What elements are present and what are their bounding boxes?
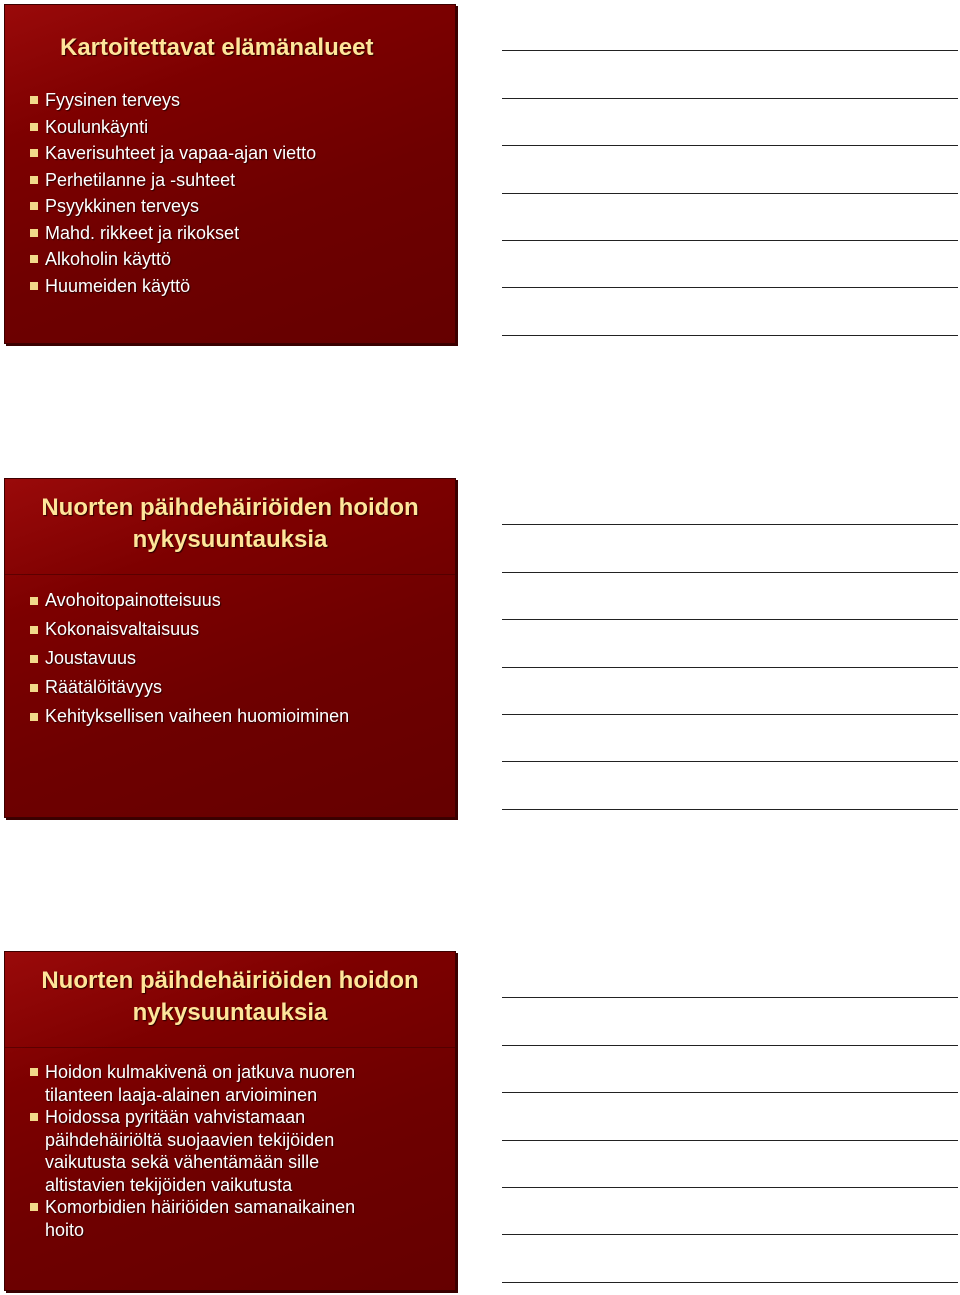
note-line <box>502 620 958 667</box>
bullet-item: Psyykkinen terveys <box>30 193 444 220</box>
slide-3-title <box>4 965 456 1029</box>
note-line <box>502 99 958 146</box>
slide-2-title <box>4 492 456 556</box>
bullet-line: päihdehäiriöltä suojaavien tekijöiden <box>45 1129 335 1150</box>
note-line <box>502 146 958 193</box>
slide-1-bullets <box>30 87 444 299</box>
notes-lines-1 <box>502 4 958 336</box>
title-divider <box>4 574 456 575</box>
bullet-item: Huumeiden käyttö <box>30 273 444 300</box>
bullet-line: Hoidossa pyritään vahvistamaan <box>45 1107 306 1127</box>
title-divider <box>4 1047 456 1048</box>
bullet-item: Kokonaisvaltaisuus <box>30 615 444 644</box>
slide-3-title-line-1: Nuorten päihdehäiriöiden hoidon <box>41 967 419 994</box>
note-line <box>502 194 958 241</box>
slide-2-title-line-2: nykysuuntauksia <box>132 526 328 553</box>
note-line <box>502 1093 958 1140</box>
slide-2-title-line-1: Nuorten päihdehäiriöiden hoidon <box>41 494 419 521</box>
bullet-line: Hoidon kulmakivenä on jatkuva nuoren <box>45 1062 356 1082</box>
note-line <box>502 1046 958 1093</box>
slide-2 <box>4 478 456 818</box>
bullet-item: Alkoholin käyttö <box>30 246 444 273</box>
notes-lines-2 <box>502 478 958 810</box>
bullet-line: vaikutusta sekä vähentämään sille <box>45 1152 320 1172</box>
slide-1-title: Kartoitettavat elämänalueet <box>60 34 374 61</box>
slide-3 <box>4 951 456 1291</box>
note-line <box>502 51 958 98</box>
note-line <box>502 951 958 998</box>
slide-3-bullets <box>30 1061 444 1241</box>
note-line <box>502 4 958 51</box>
bullet-item: Kaverisuhteet ja vapaa-ajan vietto <box>30 140 444 167</box>
slide-3-title-line-2: nykysuuntauksia <box>132 999 328 1026</box>
bullet-item <box>30 1196 444 1241</box>
note-line <box>502 525 958 572</box>
bullet-item: Koulunkäynti <box>30 114 444 141</box>
note-line <box>502 478 958 525</box>
bullet-item: Avohoitopainotteisuus <box>30 586 444 615</box>
bullet-item: Perhetilanne ja -suhteet <box>30 167 444 194</box>
bullet-line: hoito <box>45 1219 85 1240</box>
note-line <box>502 288 958 335</box>
note-line <box>502 998 958 1045</box>
note-line <box>502 1188 958 1235</box>
note-line <box>502 715 958 762</box>
note-line <box>502 1235 958 1282</box>
note-line <box>502 668 958 715</box>
bullet-item <box>30 1061 444 1106</box>
bullet-item: Joustavuus <box>30 644 444 673</box>
bullet-line: tilanteen laaja-alainen arvioiminen <box>45 1084 318 1105</box>
bullet-item: Räätälöitävyys <box>30 673 444 702</box>
note-line <box>502 1141 958 1188</box>
bullet-line: Komorbidien häiriöiden samanaikainen <box>45 1197 356 1217</box>
slide-2-bullets <box>30 586 444 731</box>
slide-1 <box>4 4 456 344</box>
note-line <box>502 762 958 809</box>
bullet-item: Kehityksellisen vaiheen huomioiminen <box>30 702 444 731</box>
bullet-item: Mahd. rikkeet ja rikokset <box>30 220 444 247</box>
note-line <box>502 573 958 620</box>
note-line <box>502 241 958 288</box>
bullet-item <box>30 1106 444 1196</box>
bullet-item: Fyysinen terveys <box>30 87 444 114</box>
bullet-line: altistavien tekijöiden vaikutusta <box>45 1174 293 1195</box>
notes-lines-3 <box>502 951 958 1283</box>
